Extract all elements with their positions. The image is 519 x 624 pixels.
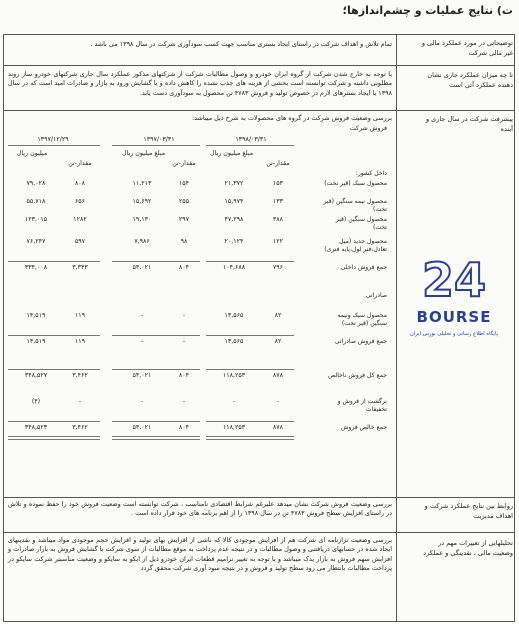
sales-cell: ۲۰,۱۲۴ (224, 238, 244, 245)
sales-cell: ۱۵۴ (178, 180, 190, 187)
sales-row-label: محصول سنگین (قیر تخت) (335, 216, 387, 231)
sales-cell: - (182, 312, 186, 319)
period-header: ۱۳۹۷/۰۳/۳۱ (143, 136, 175, 143)
total-rule (112, 369, 200, 370)
net-total-double-rule (206, 436, 294, 437)
row-text-future-performance: با توجه به خارج شدن شرکت از گروه ایران خودرو و وصول مطالبات شرکت از شرکتهای مذکور عملکرد سال جاری شرکتهای خودرو ساز روند مطلوبی داشته و شرکت توانسته است بخشی از هزینه های جذب نشده را کاهش داده و با گشایش ورود به بازار و صادرات امید است که در سال ۱۳۹۸ با ایجاد بسترهای لازم در خصوص تولید و فروش ۴۷۸۳ تن محصول به سودآوری دست یابد. (8, 70, 392, 97)
sales-row-label: برگشت از فروش و تخفیفات (337, 398, 387, 413)
sales-cell: ۱۳۳ (272, 198, 284, 205)
sales-cell: ۷۶,۲۴۷ (26, 238, 46, 245)
row-label-goals: روابط بین نتایج عملکرد شرکت و اهداف مدیریت (424, 502, 513, 520)
sales-cell: ۳,۴۶۲ (72, 424, 88, 431)
qty-header: مقدار-تن (68, 160, 92, 167)
domestic-header: داخل کشور: (355, 170, 387, 177)
sales-cell: ۵۹۷ (74, 238, 86, 245)
sales-row-label: محصول جدید (میل تعادل،فنر لول،پایه فنری) (324, 238, 387, 253)
net-total-double-rule (112, 439, 200, 440)
svg-text:BOURSE: BOURSE (416, 308, 492, 326)
row-divider (3, 532, 515, 533)
sales-row-label: محصول سبک ونیمه سنگین (قیر تخت) (337, 312, 387, 327)
sales-cell: ۶۵۶ (74, 198, 86, 205)
sales-cell: ۱۳,۵۶۵ (224, 312, 244, 319)
period-underline (8, 145, 100, 146)
sales-cell: ۲۱,۳۷۲ (224, 180, 244, 187)
total-rule (8, 369, 100, 370)
total-rule (112, 421, 200, 422)
sales-cell: - (182, 398, 186, 405)
sales-cell: - (78, 398, 82, 405)
section-title: ت) نتایج عملیات و چشم‌اندازها؛ (342, 4, 513, 17)
sales-cell: ۸۲ (274, 312, 282, 319)
row-divider (3, 497, 515, 498)
sales-cell: - (140, 338, 144, 345)
qty-header: مقدار-تن (266, 160, 290, 167)
sales-cell: ۸۰۸ (74, 180, 86, 187)
sales-cell: ۳۸۸ (272, 216, 284, 223)
sales-cell: ۳۴۸,۵۲۳ (24, 424, 48, 431)
sales-cell: ۷,۹۸۶ (134, 238, 150, 245)
sales-cell: ۱۱۹ (74, 338, 86, 345)
sales-cell: ۲۹۷ (178, 216, 190, 223)
row-divider (3, 65, 515, 66)
sales-cell: ۱۵,۶۹۲ (132, 198, 152, 205)
period-underline (206, 145, 294, 146)
sales-cell: ۱۵,۹۷۴ (224, 198, 244, 205)
sales-cell: ۳۳۴,۰۰۸ (24, 264, 48, 271)
sales-cell: ۱۹,۱۳۰ (132, 216, 152, 223)
sales-row-label: جمع فروش داخلی (340, 264, 387, 271)
row-divider (3, 110, 515, 111)
row-label-financial: توضیحاتی در مورد عملکرد مالی و غیر مالی شرکت (421, 39, 513, 57)
export-header: صادراتی (365, 292, 387, 299)
sales-cell: ۳,۴۶۲ (72, 372, 88, 379)
net-total-double-rule (112, 436, 200, 437)
sales-cell: ۳۴۸,۵۲۷ (24, 372, 48, 379)
sales-cell: - (140, 312, 144, 319)
sales-cell: ۵۴,۰۲۱ (132, 264, 152, 271)
bourse24-logo (404, 260, 504, 360)
sales-cell: ۱۲۸۲ (73, 216, 87, 223)
net-total-double-rule (206, 439, 294, 440)
sales-row-label: جمع فروش صادراتی (334, 338, 387, 345)
net-total-double-rule (8, 436, 100, 437)
period-underline (112, 145, 200, 146)
sales-cell: - (232, 398, 236, 405)
sales-row-label: محصول سبک (قیر تخت) (324, 180, 387, 187)
sales-cell: ۱۱۸,۲۵۳ (222, 424, 246, 431)
sales-cell: ۱۰۴,۶۸۸ (222, 264, 246, 271)
sales-row-label: جمع کل فروش ناخالص (327, 372, 387, 379)
row-label-future-performance: تا چه میزان عملکرد جاری نشان دهنده عملکرد آتی است (427, 71, 513, 89)
total-rule (112, 261, 200, 262)
sales-cell: ۱۲۲ (272, 238, 284, 245)
sales-cell: ۱۱۸,۲۵۳ (222, 372, 246, 379)
svg-text:پایگاه اطلاع رسانی و تحلیلی بو: پایگاه اطلاع رسانی و تحلیلی بورس ایران (409, 331, 499, 337)
total-rule (8, 335, 100, 336)
sales-cell: ۸۷۸ (272, 372, 284, 379)
sales-cell: ۷۹۶ (272, 264, 284, 271)
sales-cell: - (140, 398, 144, 405)
sales-row-label: محصول نیمه سنگین (قیر تخت) (323, 198, 387, 213)
total-rule (8, 421, 100, 422)
period-header: ۱۳۹۸/۰۳/۳۱ (235, 136, 267, 143)
amount-header: مبلغ میلیون ریال (122, 150, 166, 157)
total-rule (8, 261, 100, 262)
period-header: ۱۳۹۷/۱۲/۲۹ (37, 136, 69, 143)
sales-cell: ۱۱۹ (74, 312, 86, 319)
sales-row-label: جمع خالص فروش (340, 424, 387, 431)
sales-cell: ۷۹,۰۲۸ (26, 180, 46, 187)
sales-cell: ۱۲۳,۰۱۵ (24, 216, 48, 223)
amount-header: مبلغ میلیون ریال (210, 150, 254, 157)
total-rule (112, 335, 200, 336)
sales-cell: - (182, 338, 186, 345)
sales-table-title: فروش شرکت (349, 125, 387, 132)
row-text-financial: تمام تلاش و اهداف شرکت در راستای ایجاد بستری مناسب جهت کسب سودآوری شرکت در سال ۱۳۹۸ می باشد . (90, 40, 392, 48)
sales-cell: ۱۴,۵۱۹ (26, 338, 46, 345)
sales-cell: ۵۵,۷۱۸ (26, 198, 46, 205)
sales-cell: ۸۷۸ (272, 424, 284, 431)
total-rule (206, 369, 294, 370)
total-rule (206, 335, 294, 336)
sales-cell: ۸۲ (274, 338, 282, 345)
row-label-changes: تحلیلهایی از تغییرات مهم در وضعیت مالی ، نقدینگی و عملکرد (423, 539, 513, 557)
sales-cell: ۱۵۳ (272, 180, 284, 187)
sales-cell: ۴۷,۲۹۸ (224, 216, 244, 223)
row-text-goals: بررسی وضعیت فروش شرکت نشان میدهد علیرغم شرایط اقتصادی نامناسب ، شرکت توانسته است وضعیت فروش خود را حفظ نموده و تلاش در راستای افزایش سطح فروش ۴۷۸۳ تن در سال ۱۳۹۸ را از اهم برنامه های خود قرار داده است . (8, 500, 392, 518)
total-rule (206, 421, 294, 422)
sales-cell: - (276, 398, 280, 405)
sales-cell: ۵۴,۰۲۱ (132, 424, 152, 431)
qty-header: مقدار-تن (172, 160, 196, 167)
sales-cell: ۱۴,۵۱۹ (26, 312, 46, 319)
label-column-divider (396, 34, 397, 622)
sales-cell: (۴) (31, 398, 41, 405)
sales-cell: ۸۰۴ (178, 372, 190, 379)
net-total-double-rule (8, 439, 100, 440)
sales-cell: ۸۰۴ (178, 424, 190, 431)
amount-header: میلیون ریال (16, 150, 48, 157)
sales-cell: ۳,۳۴۳ (72, 264, 88, 271)
sales-cell: ۱۱,۲۱۳ (132, 180, 152, 187)
sales-cell: ۹۸ (180, 238, 188, 245)
sales-cell: ۵۴,۰۲۱ (132, 372, 152, 379)
sales-cell: ۸۰۴ (178, 264, 190, 271)
svg-text:24: 24 (421, 260, 487, 307)
row-label-progress: پیشرفت شرکت در سال جاری و آینده (425, 115, 513, 133)
row-text-progress: بررسی وضعیت فروش شرکت در گروه های محصولات به شرح ذیل میباشد: (192, 114, 392, 122)
sales-cell: ۱۳,۵۶۵ (224, 338, 244, 345)
sales-cell: ۲۵۵ (178, 198, 190, 205)
total-rule (206, 261, 294, 262)
row-text-changes: بررسی وضعیت ترازنامه ای شرکت هم از افزایش موجودی کالا که ناشی از افزایش بهای تولید و افزایش حجم موجودی مواد میباشد و نقدینهای ایجاد شده در حسابهای دریافتنی و وصول مطالبات و در نتیجه عدم پرداخت به موقع مطالبات از سوی شرکت با گشایش فروش به بازار صادرات و افزایش سهم فروش به بازار یدک میباشد و با توجه به تغییر ترامیم قطعات ایران خودرو ذیل از ایکو به سایکو و وضعیت مناسبتر شرکت سایکو در پرداخت مطالبات بانتظار می رود سطح تولید و فروش و در نتیجه سود آوری شرکت محقق گردد (8, 536, 392, 573)
